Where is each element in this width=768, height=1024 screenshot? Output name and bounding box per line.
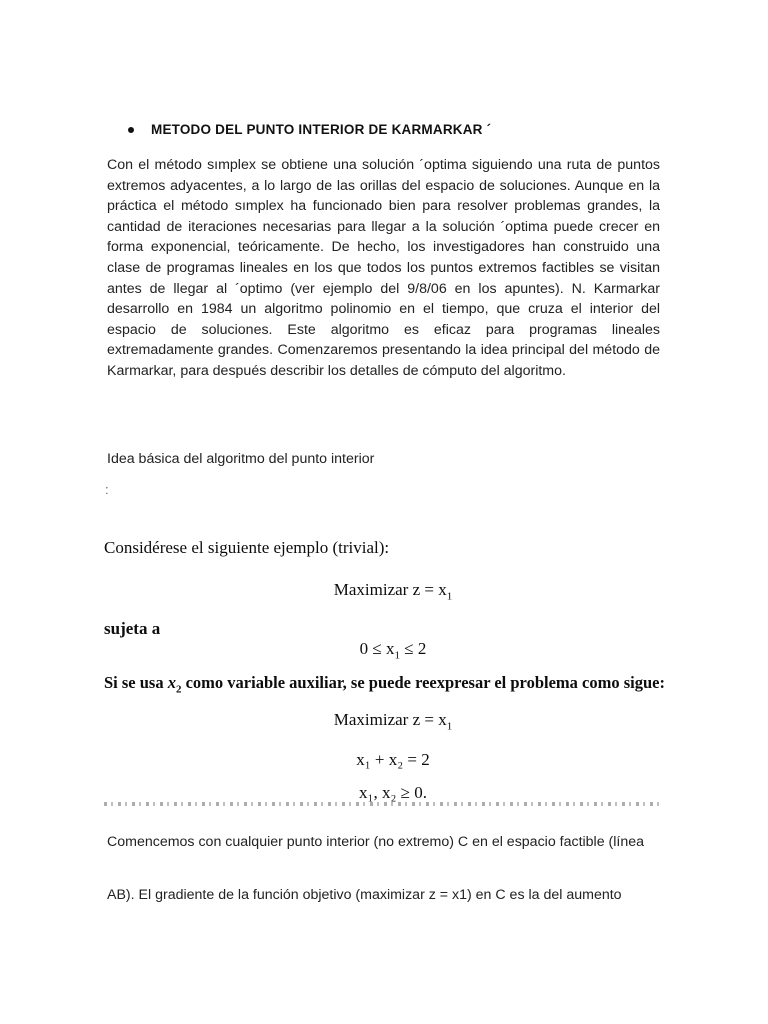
maximize-line-2: Maximizar $z = x_1$ [333,710,453,733]
constraint-prefix: 0 ≤ x [359,639,395,658]
aux-pre: Si se usa [104,673,168,692]
subject-to-label: sujeta a [104,619,161,638]
paragraph-2: Comencemos con cualquier punto interior (no extremo) C en el espacio factible (línea [107,834,645,850]
paragraph-3: AB). El gradiente de la función objetivo (maximizar z = x1) en C es la del aumento [107,887,622,903]
scan-cut-edge [104,802,660,806]
aux-post: como variable auxiliar, se puede reexpresar el problema como sigue: [181,673,665,692]
example-intro: Considérese el siguiente ejemplo (trivial): [104,538,390,557]
maximize-line-1: Maximizar $z = x_1$ [333,580,453,603]
scanned-example-image [104,530,682,820]
aux-var: x [167,673,176,692]
constraint-suffix: ≤ 2 [400,639,427,658]
maximize-text-2: Maximizar z = x [333,710,447,729]
auxiliary-variable-line: Si se usa $x_2$ como variable auxiliar, se puede reexpresar el problema como sigue: [104,673,665,696]
section-heading: METODO DEL PUNTO INTERIOR DE KARMARKAR ´ [151,122,492,137]
section-heading-row [128,122,491,137]
stray-colon: : [105,482,109,497]
intro-paragraph: Con el método sımplex se obtiene una solución ´optima siguiendo una ruta de puntos extremos adyacentes, a lo largo de las orillas del espacio de soluciones. Aunque en la práctica el método sımplex ha funcionado bien para resolver problemas grandes, la cantidad de iteraciones necesarias para llegar a la solución ´optima puede crecer en forma exponencial, teóricamente. De hecho, los investigadores han construido una clase de programas lineales en los que todos los puntos extremos factibles se visitan antes de llegar al ´optimo (ver ejemplo del 9/8/06 en los apuntes). N. Karmarkar desarrollo en 1984 un algoritmo polinomio en el tiempo, que cruza el interior del espacio de soluciones. Este algoritmo es eficaz para programas lineales extremadamente grandes. Comenzaremos presentando la idea principal del método de Karmarkar, para después describir los detalles de cómputo del algoritmo. [107,157,660,379]
equation-1: x₁ + x₂ = 2 [356,750,430,769]
equation-2: x₁, x₂ ≥ 0. [359,783,427,802]
constraint-line: $0 \le x_1 \le 2$ [359,639,427,662]
bullet-icon [128,127,134,133]
subheading: Idea básica del algoritmo del punto interior [107,451,375,467]
maximize-text-1: Maximizar z = x [333,580,447,599]
